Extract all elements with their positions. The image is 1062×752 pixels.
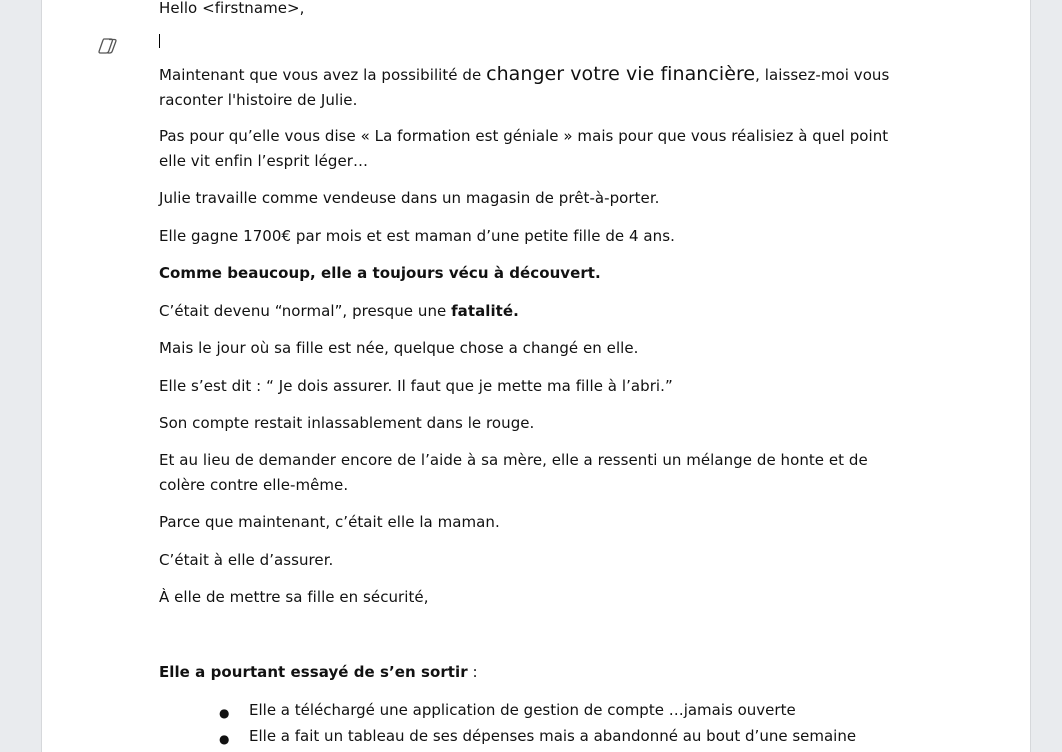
- paragraph-14-bold: Elle a pourtant essayé de s’en sortir: [159, 663, 468, 681]
- paragraph-5-bold: Comme beaucoup, elle a toujours vécu à découvert.: [159, 264, 601, 282]
- paragraph-3[interactable]: Julie travaille comme vendeuse dans un magasin de prêt-à-porter.: [159, 189, 660, 207]
- text-cursor: [159, 34, 160, 48]
- list-item[interactable]: Elle a téléchargé une application de gestion de compte …jamais ouverte: [249, 701, 796, 719]
- paragraph-11[interactable]: Parce que maintenant, c’était elle la maman.: [159, 513, 500, 531]
- copilot-icon[interactable]: [97, 37, 119, 55]
- paragraph-6-bold: fatalité.: [451, 302, 519, 320]
- paragraph-6-text: C’était devenu “normal”, presque une: [159, 302, 452, 320]
- paragraph-13[interactable]: À elle de mettre sa fille en sécurité,: [159, 588, 429, 606]
- paragraph-14-colon: :: [467, 663, 478, 681]
- list-item[interactable]: Elle a fait un tableau de ses dépenses mais a abandonné au bout d’une semaine: [249, 727, 857, 745]
- paragraph-2[interactable]: Pas pour qu’elle vous dise « La formation est géniale » mais pour que vous réalisiez à quel point elle vit enfin l’esprit léger…: [159, 127, 889, 170]
- paragraph-4[interactable]: Elle gagne 1700€ par mois et est maman d’une petite fille de 4 ans.: [159, 227, 675, 245]
- paragraph-intro[interactable]: [159, 62, 904, 113]
- paragraph-6[interactable]: [159, 299, 904, 324]
- intro-text-end: , laissez-moi vous raconter l'histoire de Julie.: [159, 66, 890, 109]
- intro-text-start: Maintenant que vous avez la possibilité de: [159, 66, 487, 84]
- paragraph-10[interactable]: Et au lieu de demander encore de l’aide à sa mère, elle a ressenti un mélange de honte et de colère contre elle-même.: [159, 451, 868, 494]
- bullet-icon: ●: [219, 706, 230, 720]
- paragraph-9[interactable]: Son compte restait inlassablement dans le rouge.: [159, 414, 535, 432]
- paragraph-7[interactable]: Mais le jour où sa fille est née, quelque chose a changé en elle.: [159, 339, 639, 357]
- document-page[interactable]: [41, 0, 1031, 752]
- bullet-icon: ●: [219, 732, 230, 746]
- intro-highlight: changer votre vie financière: [486, 63, 756, 85]
- paragraph-12[interactable]: C’était à elle d’assurer.: [159, 551, 334, 569]
- paragraph-5[interactable]: [159, 261, 904, 286]
- paragraph-14[interactable]: [159, 660, 904, 685]
- paragraph-8[interactable]: Elle s’est dit : “ Je dois assurer. Il faut que je mette ma fille à l’abri.”: [159, 377, 673, 395]
- greeting-line[interactable]: Hello <firstname>,: [159, 0, 305, 17]
